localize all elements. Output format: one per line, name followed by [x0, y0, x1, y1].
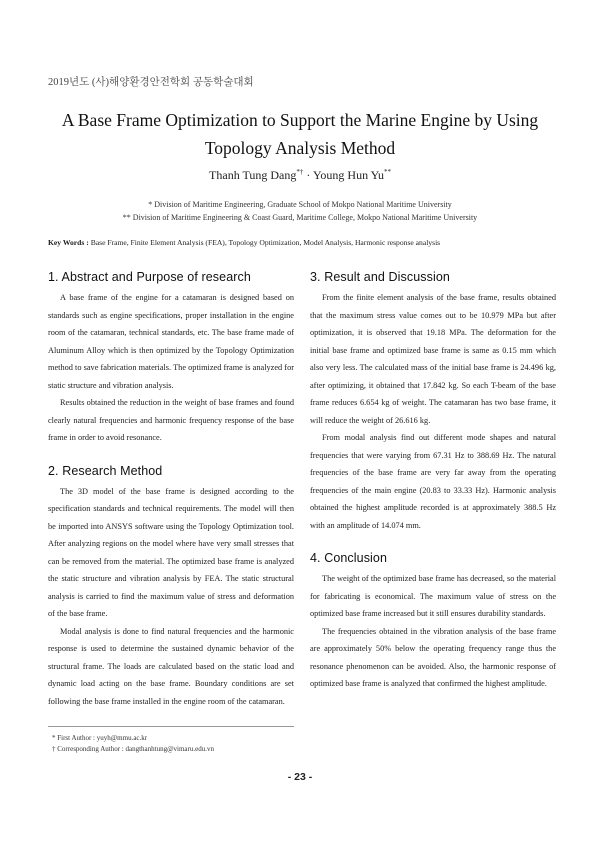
affiliation-1: * Division of Maritime Engineering, Graduate School of Mokpo National Maritime University	[148, 200, 452, 209]
left-column	[48, 270, 294, 710]
section-1-heading: 1. Abstract and Purpose of research	[48, 270, 251, 284]
section-1-paragraph-2: Results obtained the reduction in the weight of base frames and found clearly natural frequencies and harmonic frequency response of the base frame in order to avoid resonance.	[48, 398, 294, 442]
author-2: Young Hun Yu	[312, 168, 384, 182]
footnote-corresponding-author: † Corresponding Author : dangthanhtung@vimaru.edu.vn	[52, 745, 214, 753]
title-line-1: A Base Frame Optimization to Support the Marine Engine by Using	[61, 110, 539, 130]
author-1-mark: *†	[296, 168, 304, 176]
section-4-paragraph-1: The weight of the optimized base frame has decreased, so the material for fabricating is economical. The maximum value of stress on the optimized base frame increased but it still ensures durability standards.	[310, 574, 556, 618]
section-4-paragraph-2: The frequencies obtained in the vibration analysis of the base frame are approximately 50% below the operating frequency range thus the resonance phenomenon can be avoided. Also, the harmonic response of optimized base frame is analyzed that confirmed the highest amplitude.	[310, 626, 556, 688]
section-2-paragraph-2: Modal analysis is done to find natural frequencies and the harmonic response is used to determine the sustained dynamic behavior of the structural frame. The loads are calculated based on the static load and dynamic load acting on the base frame. Boundary conditions are set following the base frame installed in the engine room of the catamaran.	[48, 626, 294, 706]
section-3-paragraph-1: From the finite element analysis of the base frame, results obtained that the maximum stress value comes out to be 10.979 MPa but after optimization, it is observed that 19.18 MPa. The deformation for the initial base frame and optimized base frame is same as 0.15 mm which also very less. The calculated mass of the initial base frame is 24.496 kg, after optimizing, it obtained that 17.842 kg. So each T-beam of the base frame reduces 6.654 kg of weight. The catamaran has two base frame, it will reduce the weight of 26.616 kg.	[310, 293, 556, 425]
affiliation-2: ** Division of Maritime Engineering & Coast Guard, Maritime College, Mokpo National Maritime University	[122, 213, 478, 222]
right-column	[310, 270, 556, 693]
section-4-heading: 4. Conclusion	[310, 551, 388, 565]
author-list	[0, 168, 600, 183]
section-3-heading: 3. Result and Discussion	[310, 270, 450, 284]
title-line-2: Topology Analysis Method	[204, 138, 396, 158]
author-1: Thanh Tung Dang	[209, 168, 297, 182]
footnote-divider	[48, 726, 294, 727]
conference-header: 2019년도 (사)해양환경안전학회 공동학술대회	[48, 77, 254, 88]
author-2-mark: **	[383, 168, 391, 176]
keywords-label: Key Words :	[48, 238, 89, 247]
paper-title	[30, 106, 570, 162]
affiliations	[0, 198, 600, 224]
footnotes	[52, 733, 214, 755]
section-2-paragraph-1: The 3D model of the base frame is designed according to the specification standards and technical requirements. The model will then be imported into ANSYS software using the Topology Optimization tool. After analyzing regions on the model where have very small stresses that can be removed from the material. The optimized base frame is analyzed the static structure and vibration analysis by FEA. The static structural analysis is carried to find the maximum value of stress and deformation of the base frame.	[48, 486, 294, 618]
section-1-paragraph-1: A base frame of the engine for a catamaran is designed based on standards such as engine specifications, proper installation in the engine room of the catamaran, technical standards, etc. The base frame made of Aluminum Alloy which is then optimized by the Topology Optimization method to save fabrication materials. The optimized frame is analyzed for static structure and vibration analysis.	[48, 293, 294, 390]
page-number: - 23 -	[287, 771, 313, 783]
author-separator: ·	[303, 168, 313, 182]
section-2-heading: 2. Research Method	[48, 463, 163, 478]
section-3-paragraph-2: From modal analysis find out different mode shapes and natural frequencies that were varying from 67.31 Hz to 388.69 Hz. The natural frequencies of the base frame are very far away from the operating frequencies of the main engine (20.83 to 33.33 Hz). Harmonic analysis obtained the highest amplitude recorded is at approximately 388.5 Hz with an amplitude of 14.074 mm.	[310, 433, 556, 530]
keywords	[48, 237, 558, 248]
keywords-list: Base Frame, Finite Element Analysis (FEA), Topology Optimization, Model Analysis, Harmonic response analysis	[90, 238, 441, 247]
footnote-first-author: * First Author : yuyh@mmu.ac.kr	[52, 734, 148, 742]
